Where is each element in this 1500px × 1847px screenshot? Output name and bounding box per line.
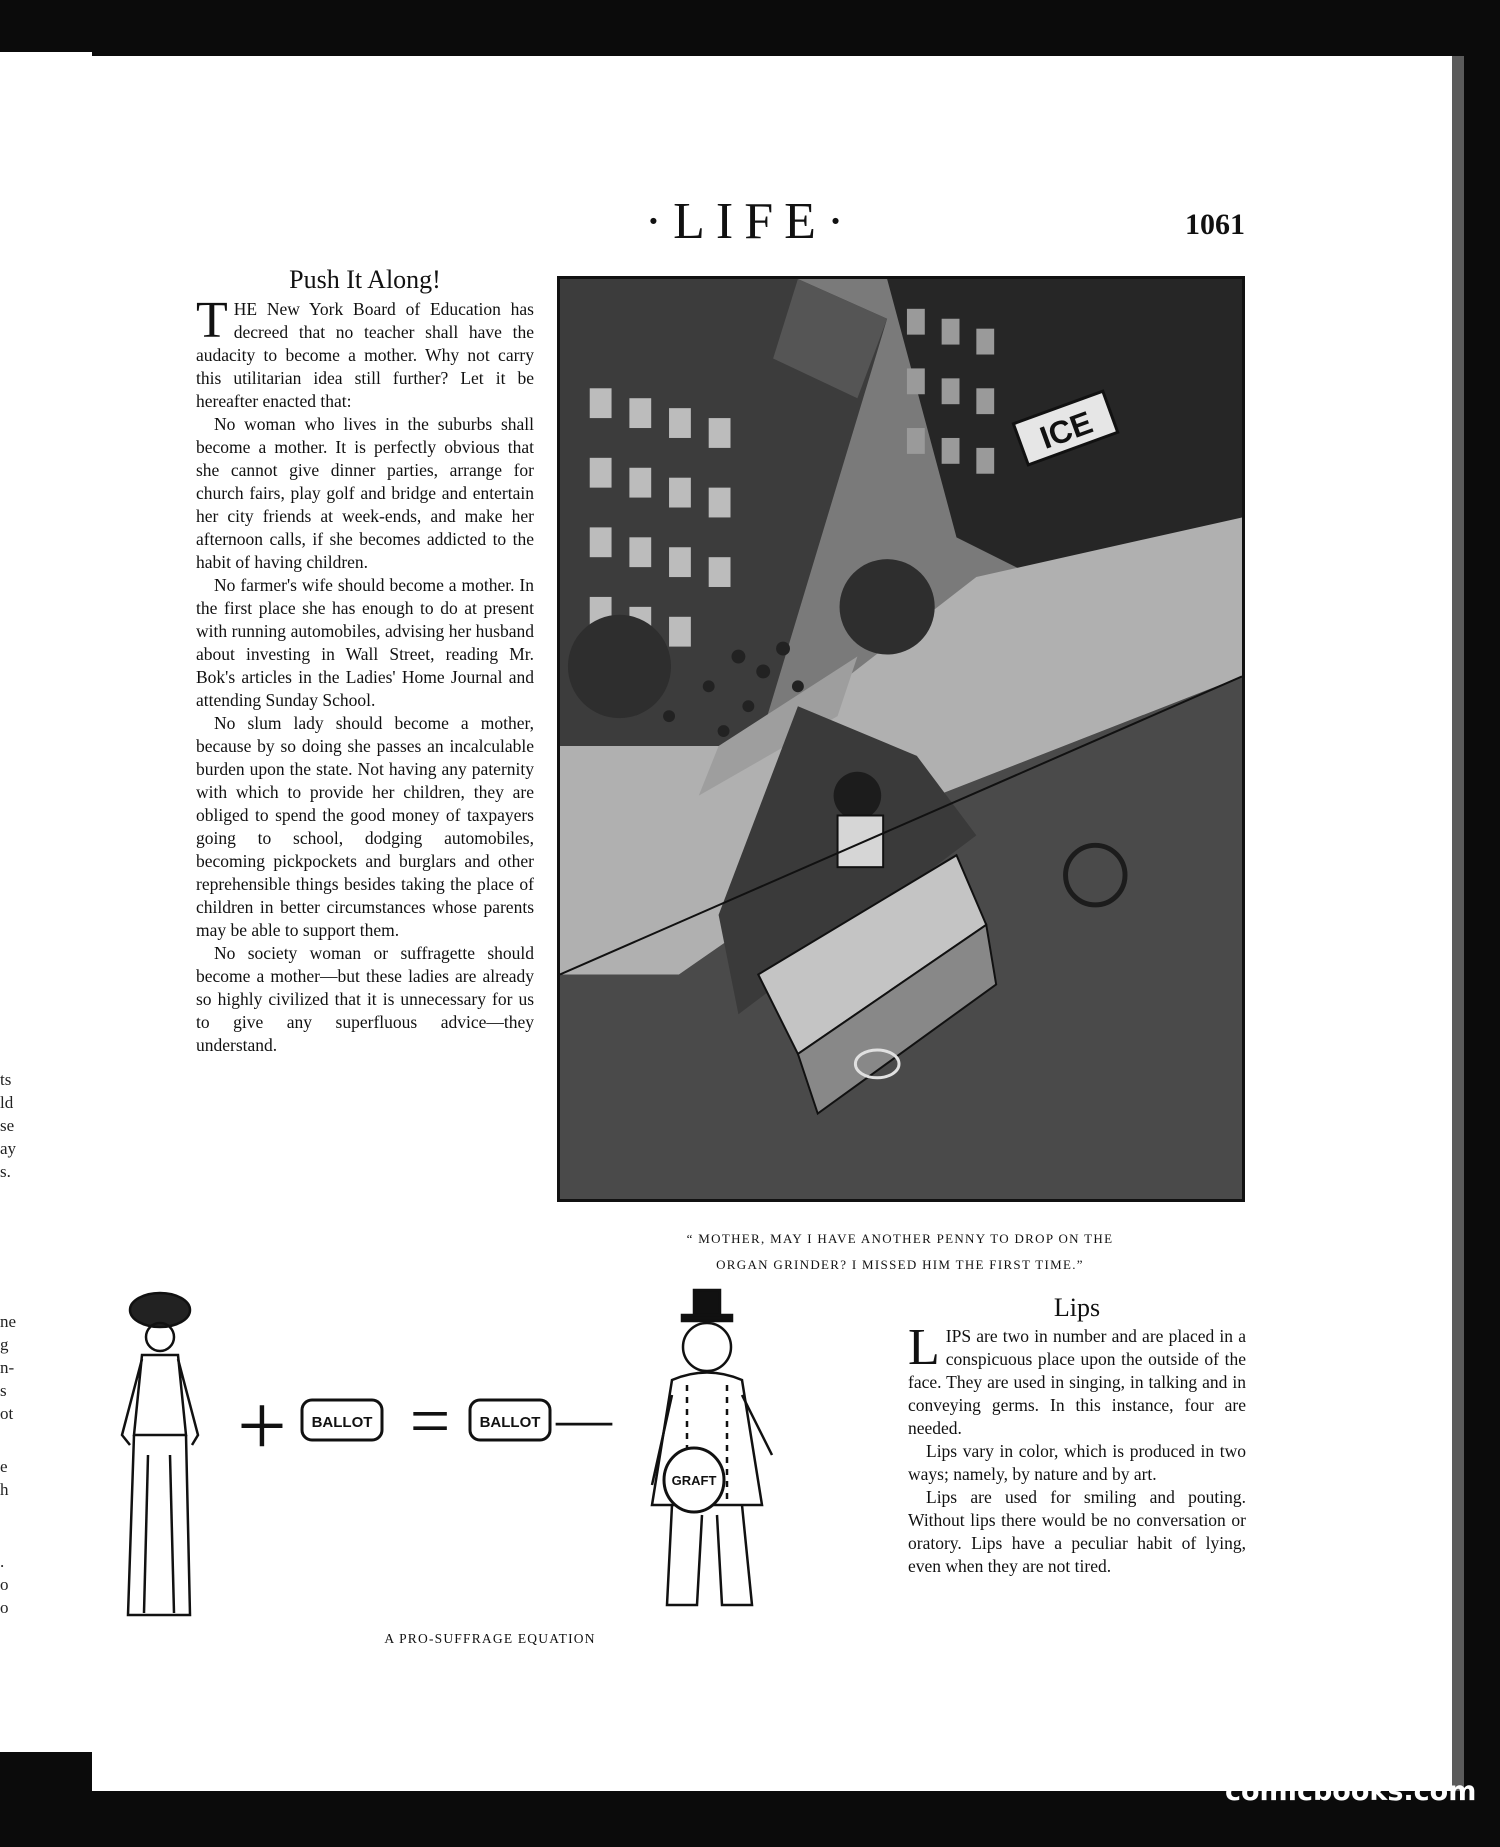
article-title: Lips [1053, 1293, 1101, 1322]
article-title: Push It Along! [289, 265, 441, 294]
drop-cap: L [908, 1319, 940, 1376]
svg-text:+: + [237, 1378, 287, 1475]
article-paragraph: No woman who lives in the suburbs shall become a mother. It is perfectly obvious that she cannot give dinner parties, arrange for church fairs, play golf and bridge and entertain her city friends at week-ends, and make her afternoon calls, if she becomes addicted to the habit of having children. [196, 414, 534, 572]
cartoon-illustration [557, 276, 1245, 1202]
pro-suffrage-equation [112, 1285, 882, 1625]
masthead-title: ·LIFE· [644, 193, 856, 250]
ballot-box-icon [302, 1400, 382, 1440]
equation-caption: A PRO-SUFFRAGE EQUATION [384, 1631, 596, 1646]
left-page-fragment: ts ld se ay s. [0, 1070, 17, 1181]
left-page-fragment: e h [0, 1457, 9, 1499]
svg-text:GRAFT: GRAFT [671, 1473, 717, 1488]
article-paragraph: LIPS are two in number and are placed in a conspicuous place upon the outside of the face. They are used in singing, in talking and in conveying germs. In this instance, four are needed. [908, 1319, 1246, 1438]
svg-text:—: — [556, 1388, 612, 1450]
skyscraper-view-drawing [560, 279, 1242, 1199]
politician-figure [652, 1290, 772, 1605]
article-paragraph: No slum lady should become a mother, because by so doing she passes an incalculable burden upon the state. Not having any paternity with which to provide her children, they are obliged to spend the good money of taxpayers going to school, dodging automobiles, becoming pickpockets and burglars and other reprehensible things besides taking the place of children in better circumstances whose parents may be able to support them. [196, 713, 534, 940]
article-push-it-along [196, 265, 534, 1057]
svg-text:BALLOT: BALLOT [479, 1414, 541, 1431]
drop-cap: T [196, 292, 228, 349]
left-page-fragment: ne g n- s ot [0, 1312, 17, 1423]
illustration-caption: “ MOTHER, MAY I HAVE ANOTHER PENNY TO DROP ON THE ORGAN GRINDER? I MISSED HIM THE FIRST TIME.” [686, 1231, 1114, 1272]
article-paragraph: Lips are used for smiling and pouting. Without lips there would be no conversation or oratory. Lips have a peculiar habit of lying, even when they are not tired. [908, 1487, 1246, 1576]
site-watermark: comicbooks.com [1225, 1776, 1477, 1807]
article-paragraph: Lips vary in color, which is produced in two ways; namely, by nature and by art. [908, 1441, 1246, 1484]
svg-text:=: = [409, 1381, 451, 1461]
graft-bag-icon [664, 1448, 724, 1512]
article-paragraph: THE New York Board of Education has decreed that no teacher shall have the audacity to become a mother. Why not carry this utilitarian idea still further? Let it be hereafter enacted that: [196, 292, 534, 411]
article-paragraph: No farmer's wife should become a mother. In the first place she has enough to do at present with running automobiles, advising her husband about investing in Wall Street, reading Mr. Bok's articles in the Ladies' Home Journal and attending Sunday School. [196, 575, 534, 710]
ballot-box-icon [470, 1400, 550, 1440]
page-number: 1061 [1185, 208, 1245, 241]
equation-drawing [112, 1285, 882, 1625]
suffragette-figure [122, 1293, 198, 1615]
svg-text:ICE: ICE [1035, 403, 1098, 456]
article-paragraph: No society woman or suffragette should become a mother—but these ladies are already so highly civilized that it is unnecessary for us to give any superfluous advice—they understand. [196, 943, 534, 1055]
svg-text:BALLOT: BALLOT [311, 1414, 373, 1431]
left-page-fragment: . o o [0, 1552, 9, 1617]
page-gutter [1452, 56, 1464, 1791]
article-lips [908, 1293, 1246, 1578]
